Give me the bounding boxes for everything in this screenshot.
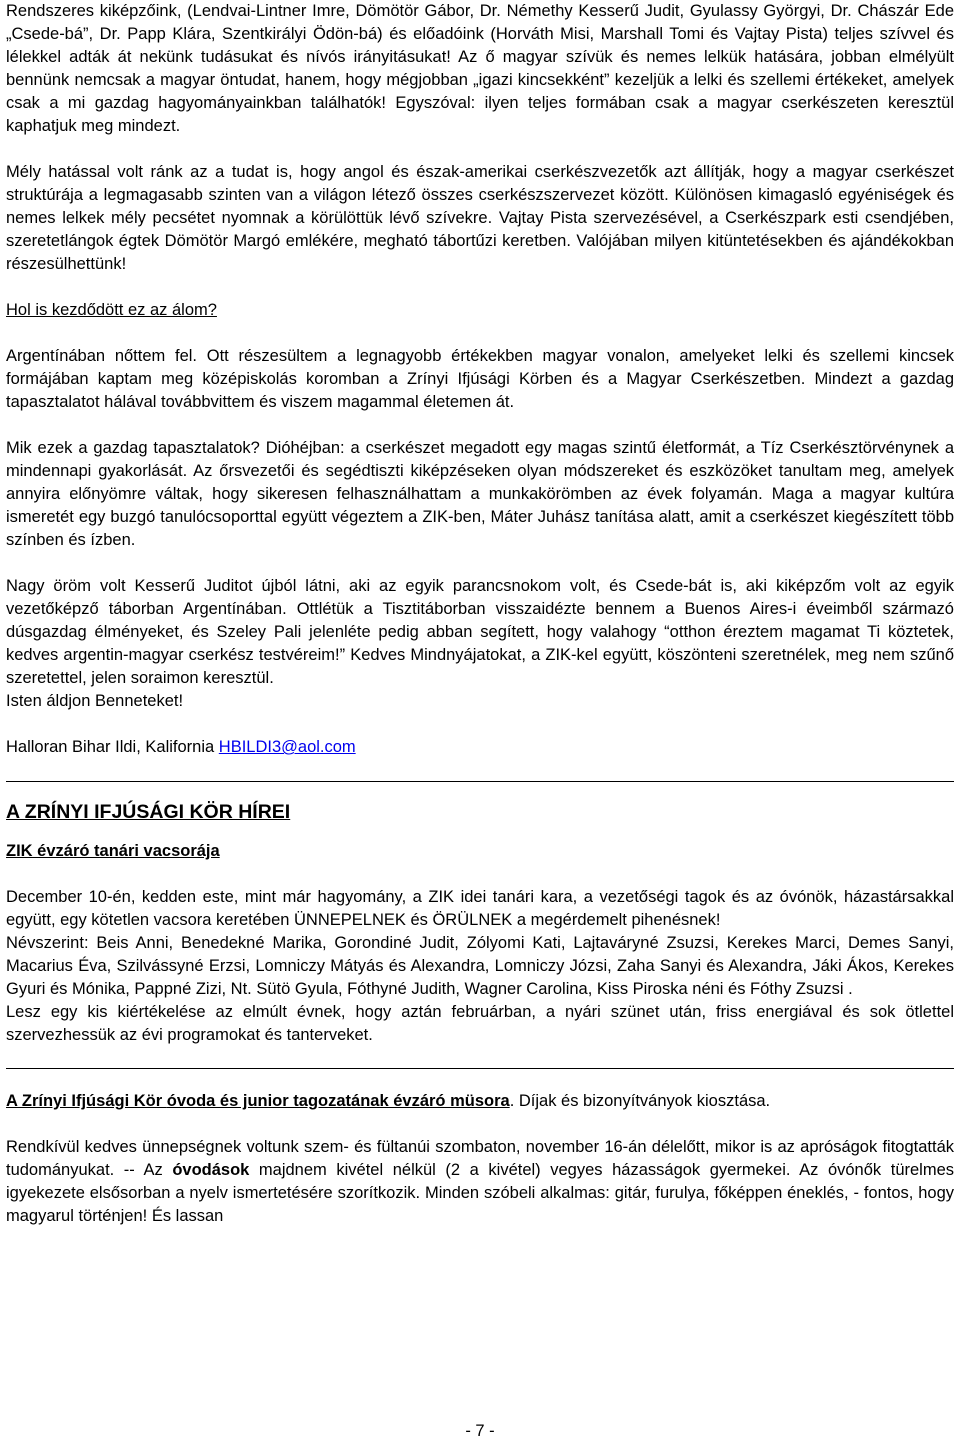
question-heading: Hol is kezdődött ez az álom?	[6, 301, 217, 319]
paragraph-evaluation: Lesz egy kis kiértékelése az elmúlt évnek, hogy aztán februárban, a nyári szünet után, friss energiával és sok ötlettel szervezhessük az évi programokat és tanterveket.	[6, 1003, 954, 1044]
ceremony-text-c: majdnem kivétel nélkül (2 a kivétel) vegyes házasságok gyermekei. Az óvónők türelmes igyekezete elsősorban a nyelv ismertetésére szorítkozik. Minden szóbeli alkalmas: gitár, furulya, főképpen éneklés, - fontos, hogy magyarul történjen! És lassan	[6, 1161, 954, 1225]
section-divider-2	[6, 1068, 954, 1069]
email-link[interactable]: HBILDI3@aol.com	[218, 738, 356, 756]
section-title: A ZRÍNYI IFJÚSÁGI KÖR HÍREI	[6, 801, 291, 823]
paragraph-reunion: Nagy öröm volt Kesserű Juditot újból látni, aki az egyik parancsnokom volt, és Csede-bát is, aki kiképzőm volt az egyik vezetőképző táborban Argentínában. Ottlétük a Tisztitáborban visszaidézte bennem a Buenos Aires-i éveimből származó dúsgazdag élményeket, és Szeley Pali jelenléte pedig abban segített, hogy valahogy “otthon éreztem magamat Ti köztetek, kedves argentin-magyar cserkész testvéreim!” Kedves Mindnyájatokat, a ZIK-kel együtt, köszönteni szeretnélek, meg nem szűnő szeretettel, jelen soraimon keresztül.	[6, 577, 954, 687]
paragraph-names: Névszerint: Beis Anni, Benedekné Marika, Gorondiné Judit, Zólyomi Kati, Lajtaváryné Zsuzsi, Kerekes Marci, Demes Sanyi, Macarius Éva, Szilvássyné Erzsi, Lomniczy Mátyás és Alexandra, Lomniczy Józsi, Zaha Sanyi és Alexandra, Jáki Ákos, Kerekes Gyuri és Mónika, Pappné Zizi, Nt. Sütö Gyula, Fóthyné Judith, Wagner Carolina, Kiss Piroska néni és Fóthy Zsuzsi .	[6, 934, 954, 998]
kindergarten-heading	[6, 1090, 954, 1113]
paragraph-ceremony	[6, 1136, 954, 1228]
paragraph-instructors: Rendszeres kiképzőink, (Lendvai-Lintner Imre, Dömötör Gábor, Dr. Némethy Kesserű Judit, Gyulassy Györgyi, Dr. Chászár Ede „Csede-bá”, Dr. Papp Klára, Szentkirályi Ödön-bá) és előadóink (Horváth Misi, Marshall Tomi és Vajtay Pista) teljes szívvel és lélekkel adták át nekünk tudásukat és nívós irányitásukat! Az ő magyar szívük és nemes lelkük hatására, jobban elmélyült bennünk nemcsak a magyar öntudat, hanem, hogy mégjobban „igazi kincsekként” kezeljük a lelki és szellemi értékeket, amelyek csak a mi gazdag hagyományainkban találhatók! Egyszóval: ilyen teljes formában csak a magyar cserkészeten keresztül kaphatjuk meg mindezt.	[6, 2, 954, 135]
section-divider	[6, 781, 954, 782]
paragraph-argentina: Argentínában nőttem fel. Ott részesültem a legnagyobb értékekben magyar vonalon, amelyeket lelki és szellemi kincsek formájában kaptam meg középiskolás koromban a Zrínyi Ifjúsági Körben és a Magyar Cserkészetben. Mindezt a gazdag tapasztalatot hálával továbbvittem és viszem magammal életemen át.	[6, 347, 954, 411]
ceremony-text-bold: óvodások	[172, 1161, 250, 1179]
kindergarten-heading-b: óvoda és junior tagozatának évzáró müsora	[166, 1092, 510, 1110]
signature-name: Halloran Bihar Ildi, Kalifornia	[6, 738, 219, 756]
page-number: - 7 -	[465, 1422, 495, 1440]
kindergarten-heading-a: A Zrínyi Ifjúsági Kör	[6, 1092, 167, 1110]
paragraph-experiences: Mik ezek a gazdag tapasztalatok? Dióhéjban: a cserkészet megadott egy magas szintű életformát, a Tíz Cserkésztörvénynek a mindennapi gyakorlását. Az őrsvezetői és segédtiszti kiképzéseken olyan módszereket és eszközöket tanultam meg, amelyek annyira előnyömre váltak, hogy sikeresen felhasználhattam a munkakörömben az évek folyamán. Maga a magyar kultúra ismeretét egy buzgó tanulócsoporttal együtt végeztem a ZIK-ben, Máter Juhász tanítása alatt, amit a cserkészet kiegészített több színben és ízben.	[6, 439, 954, 549]
ceremony-text-a: Rendkívül kedves ünnepségnek voltunk szem- és fültanúi szombaton, november 16-án délelőtt, mikor is az apróságok fitogtatták tudományukat. -- Az	[6, 1138, 954, 1179]
signature-line	[6, 736, 954, 759]
blessing-line: Isten áldjon Benneteket!	[6, 692, 184, 710]
paragraph-dinner: December 10-én, kedden este, mint már hagyomány, a ZIK idei tanári kara, a vezetőségi tagok és az óvónök, házastársakkal együtt, egy kötetlen vacsora keretében ÜNNEPELNEK és ÖRÜLNEK a megérdemelt pihenésnek!	[6, 888, 954, 929]
kindergarten-heading-c: . Díjak és bizonyítványok kiosztása.	[509, 1092, 771, 1110]
paragraph-impact: Mély hatással volt ránk az a tudat is, hogy angol és észak-amerikai cserkészvezetők azt állítják, hogy a magyar cserkészet struktúrája a legmagasabb szinten van a világon létező összes cserkészszervezet között. Különösen kimagasló egyéniségek és nemes lelkek mély pecsétet nyomnak a körülöttük lévő szívekre. Vajtay Pista szervezésével, a Cserkészpark esti csendjében, szeretetlángok égtek Dömötör Margó emlékére, megható tábortűzi keretben. Valójában milyen kitüntetésekben és ajándékokban részesülhettünk!	[6, 163, 954, 273]
section-subtitle: ZIK évzáró tanári vacsorája	[6, 842, 220, 860]
